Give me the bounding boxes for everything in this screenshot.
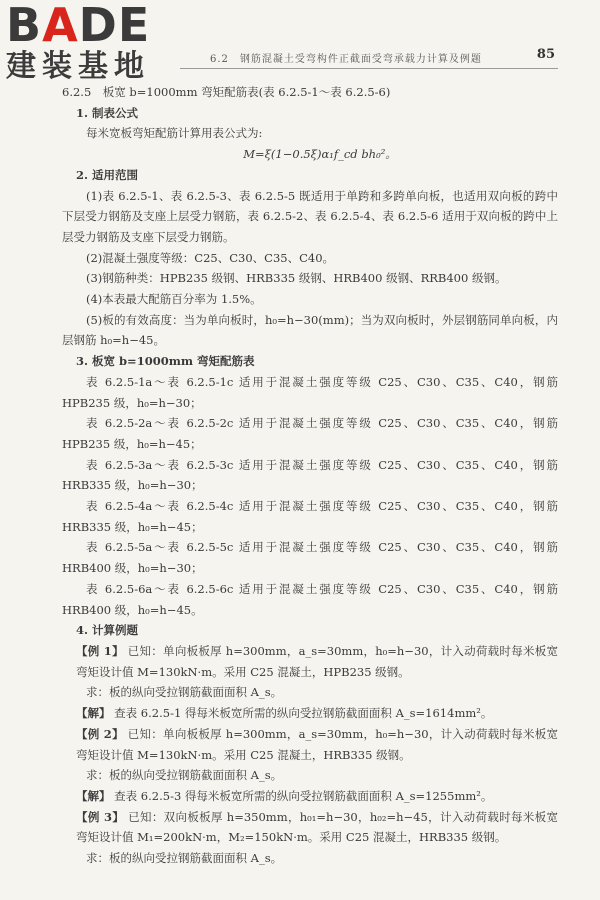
formula: M=ξ(1−0.5ξ)α₁f_cd bh₀²。	[243, 147, 397, 162]
example-3-question: 求：板的纵向受拉钢筋截面面积 A_s。	[86, 851, 283, 866]
paragraph: 表 6.2.5-2a～表 6.2.5-2c 适用于混凝土强度等级 C25、C30、C35、C40，钢筋 HPB235 级，h₀=h−45；	[62, 416, 558, 451]
heading-scope: 2. 适用范围	[76, 167, 139, 182]
logo-wordmark: BADE	[6, 0, 151, 52]
paragraph: 每米宽板弯矩配筋计算用表公式为:	[86, 126, 263, 141]
paragraph: 表 6.2.5-4a～表 6.2.5-4c 适用于混凝土强度等级 C25、C30、C35、C40，钢筋 HRB335 级，h₀=h−45；	[62, 499, 558, 534]
paragraph: (1)表 6.2.5-1、表 6.2.5-3、表 6.2.5-5 既适用于单跨和多跨单向板，也适用双向板的跨中下层受力钢筋及支座上层受力钢筋，表 6.2.5-2、表 6.2.5-4、表 6.2.5-6 适用于双向板的跨中上层受力钢筋及支座下层受力钢筋。	[62, 188, 558, 244]
solution-1: 【解】 查表 6.2.5-1 得每米板宽所需的纵向受拉钢筋截面面积 A_s=1614mm²。	[76, 706, 493, 721]
heading-formula: 1. 制表公式	[76, 105, 139, 120]
watermark-logo	[6, 2, 176, 84]
solution-2: 【解】 查表 6.2.5-3 得每米板宽所需的纵向受拉钢筋截面面积 A_s=1255mm²。	[76, 788, 493, 803]
logo-chinese-text: 建装基地	[6, 49, 150, 84]
section-title: 6.2.5 板宽 b=1000mm 弯矩配筋表(表 6.2.5-1～表 6.2.5-6)	[62, 85, 391, 99]
paragraph: 表 6.2.5-5a～表 6.2.5-5c 适用于混凝土强度等级 C25、C30、C35、C40，钢筋 HRB400 级，h₀=h−30；	[62, 540, 558, 576]
page-number: 85	[536, 47, 555, 62]
heading-examples: 4. 计算例题	[76, 623, 139, 638]
paragraph: (3)钢筋种类：HPB235 级钢、HRB335 级钢、HRB400 级钢、RRB400 级钢。	[86, 271, 507, 286]
example-2: 【例 2】 已知：单向板板厚 h=300mm，a_s=30mm，h₀=h−30，计入动荷载时每米板宽弯矩设计值 M=130kN·m。采用 C25 混凝土，HRB335 级钢。	[76, 726, 558, 762]
example-1-question: 求：板的纵向受拉钢筋截面面积 A_s。	[86, 685, 283, 700]
paragraph: 表 6.2.5-1a～表 6.2.5-1c 适用于混凝土强度等级 C25、C30、C35、C40，钢筋 HPB235 级，h₀=h−30；	[62, 374, 558, 410]
paragraph: (5)板的有效高度：当为单向板时，h₀=h−30(mm)；当为双向板时，外层钢筋同单向板，内层钢筋 h₀=h−45。	[62, 312, 558, 348]
body-text	[62, 82, 558, 869]
heading-tables: 3. 板宽 b=1000mm 弯矩配筋表	[76, 354, 255, 369]
example-1: 【例 1】 已知：单向板板厚 h=300mm，a_s=30mm，h₀=h−30，计入动荷载时每米板宽弯矩设计值 M=130kN·m。采用 C25 混凝土，HPB235 级钢。	[76, 643, 558, 679]
paragraph: 表 6.2.5-3a～表 6.2.5-3c 适用于混凝土强度等级 C25、C30、C35、C40，钢筋 HRB335 级，h₀=h−30；	[62, 457, 558, 493]
running-header: 6.2 钢筋混凝土受弯构件正截面受弯承载力计算及例题	[210, 54, 482, 65]
example-2-question: 求：板的纵向受拉钢筋截面面积 A_s。	[86, 768, 283, 783]
paragraph: 表 6.2.5-6a～表 6.2.5-6c 适用于混凝土强度等级 C25、C30、C35、C40，钢筋 HRB400 级，h₀=h−45。	[62, 581, 558, 617]
example-3: 【例 3】 已知：双向板板厚 h=350mm，h₀₁=h−30，h₀₂=h−45，计入动荷载时每米板宽弯矩设计值 M₁=200kN·m，M₂=150kN·m。采用 C25 混凝土，HRB335 级钢。	[76, 809, 558, 845]
header-rule	[180, 68, 558, 69]
paragraph: (2)混凝土强度等级：C25、C30、C35、C40。	[86, 250, 335, 265]
paragraph: (4)本表最大配筋百分率为 1.5%。	[86, 292, 262, 307]
